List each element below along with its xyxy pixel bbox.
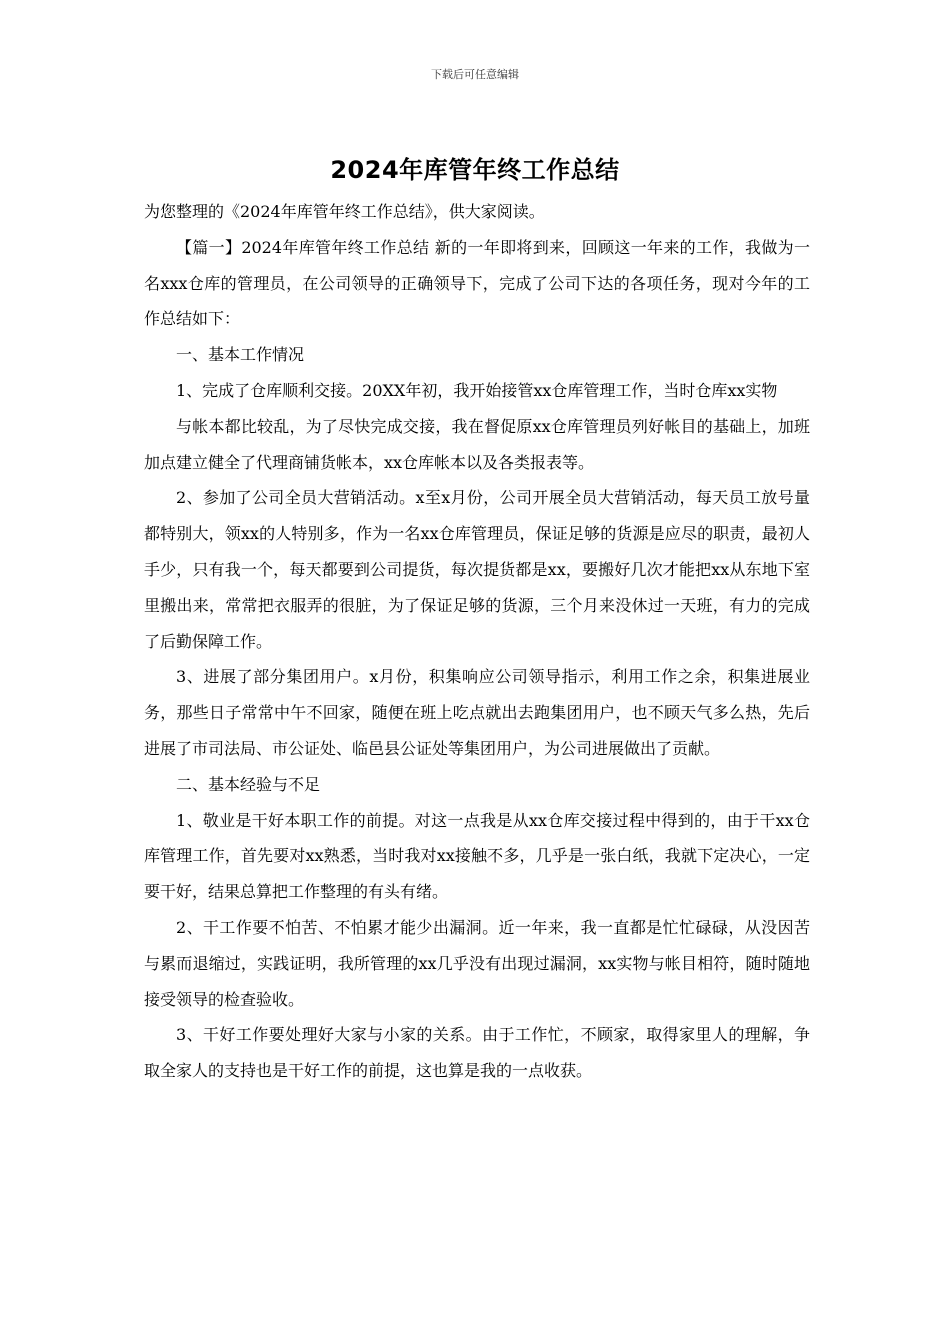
intro-paragraph: 为您整理的《2024年库管年终工作总结》，供大家阅读。 [144,202,545,221]
item-warehouse-handover-cont: 与帐本都比较乱，为了尽快完成交接，我在督促原xx仓库管理员列好帐目的基础上，加班加点建立健全了代理商铺货帐本，xx仓库帐本以及各类报表等。 [144,416,810,472]
item-warehouse-handover: 1、完成了仓库顺利交接。20XX年初，我开始接管xx仓库管理工作，当时仓库xx实物 [176,380,778,400]
item-group-users: 3、进展了部分集团用户。x月份，积集响应公司领导指示，利用工作之余，积集进展业务，那些日子常常中午不回家，随便在班上吃点就出去跑集团用户，也不顾天气多么热，先后进展了市司法局、市公证处、临邑县公证处等集团用户，为公司进展做出了贡献。 [144,667,810,758]
item-dedication: 1、敬业是干好本职工作的前提。对这一点我是从xx仓库交接过程中得到的，由于干xx仓库管理工作，首先要对xx熟悉，当时我对xx接触不多，几乎是一张白纸，我就下定决心，一定要干好，结果总算把工作整理的有头有绪。 [144,810,810,902]
item-family-balance: 3、干好工作要处理好大家与小家的关系。由于工作忙，不顾家，取得家里人的理解，争取全家人的支持也是干好工作的前提，这也算是我的一点收获。 [144,1025,810,1081]
document-title: 2024年库管年终工作总结 [330,156,620,184]
item-marketing-activity: 2、参加了公司全员大营销活动。x至x月份，公司开展全员大营销活动，每天员工放号量都特别大，领xx的人特别多，作为一名xx仓库管理员，保证足够的货源是应尽的职责，最初人手少，只有我一个，每天都要到公司提货，每次提货都是xx，要搬好几次才能把xx从东地下室里搬出来，常常把衣服弄的很脏，为了保证足够的货源，三个月来没休过一天班，有力的完成了后勤保障工作。 [144,488,810,651]
heading-experience: 二、基本经验与不足 [176,774,321,794]
header-note: 下载后可任意编辑 [431,68,519,81]
document-body [144,194,810,1089]
item-hard-work: 2、干工作要不怕苦、不怕累才能少出漏洞。近一年来，我一直都是忙忙碌碌，从没因苦与累而退缩过，实践证明，我所管理的xx几乎没有出现过漏洞，xx实物与帐目相符，随时随地接受领导的检查验收。 [144,917,810,1009]
heading-basic-work: 一、基本工作情况 [176,345,305,365]
section-one-paragraph: 【篇一】2024年库管年终工作总结 新的一年即将到来，回顾这一年来的工作，我做为一名xxx仓库的管理员，在公司领导的正确领导下，完成了公司下达的各项任务，现对今年的工作总结如下： [144,237,810,329]
